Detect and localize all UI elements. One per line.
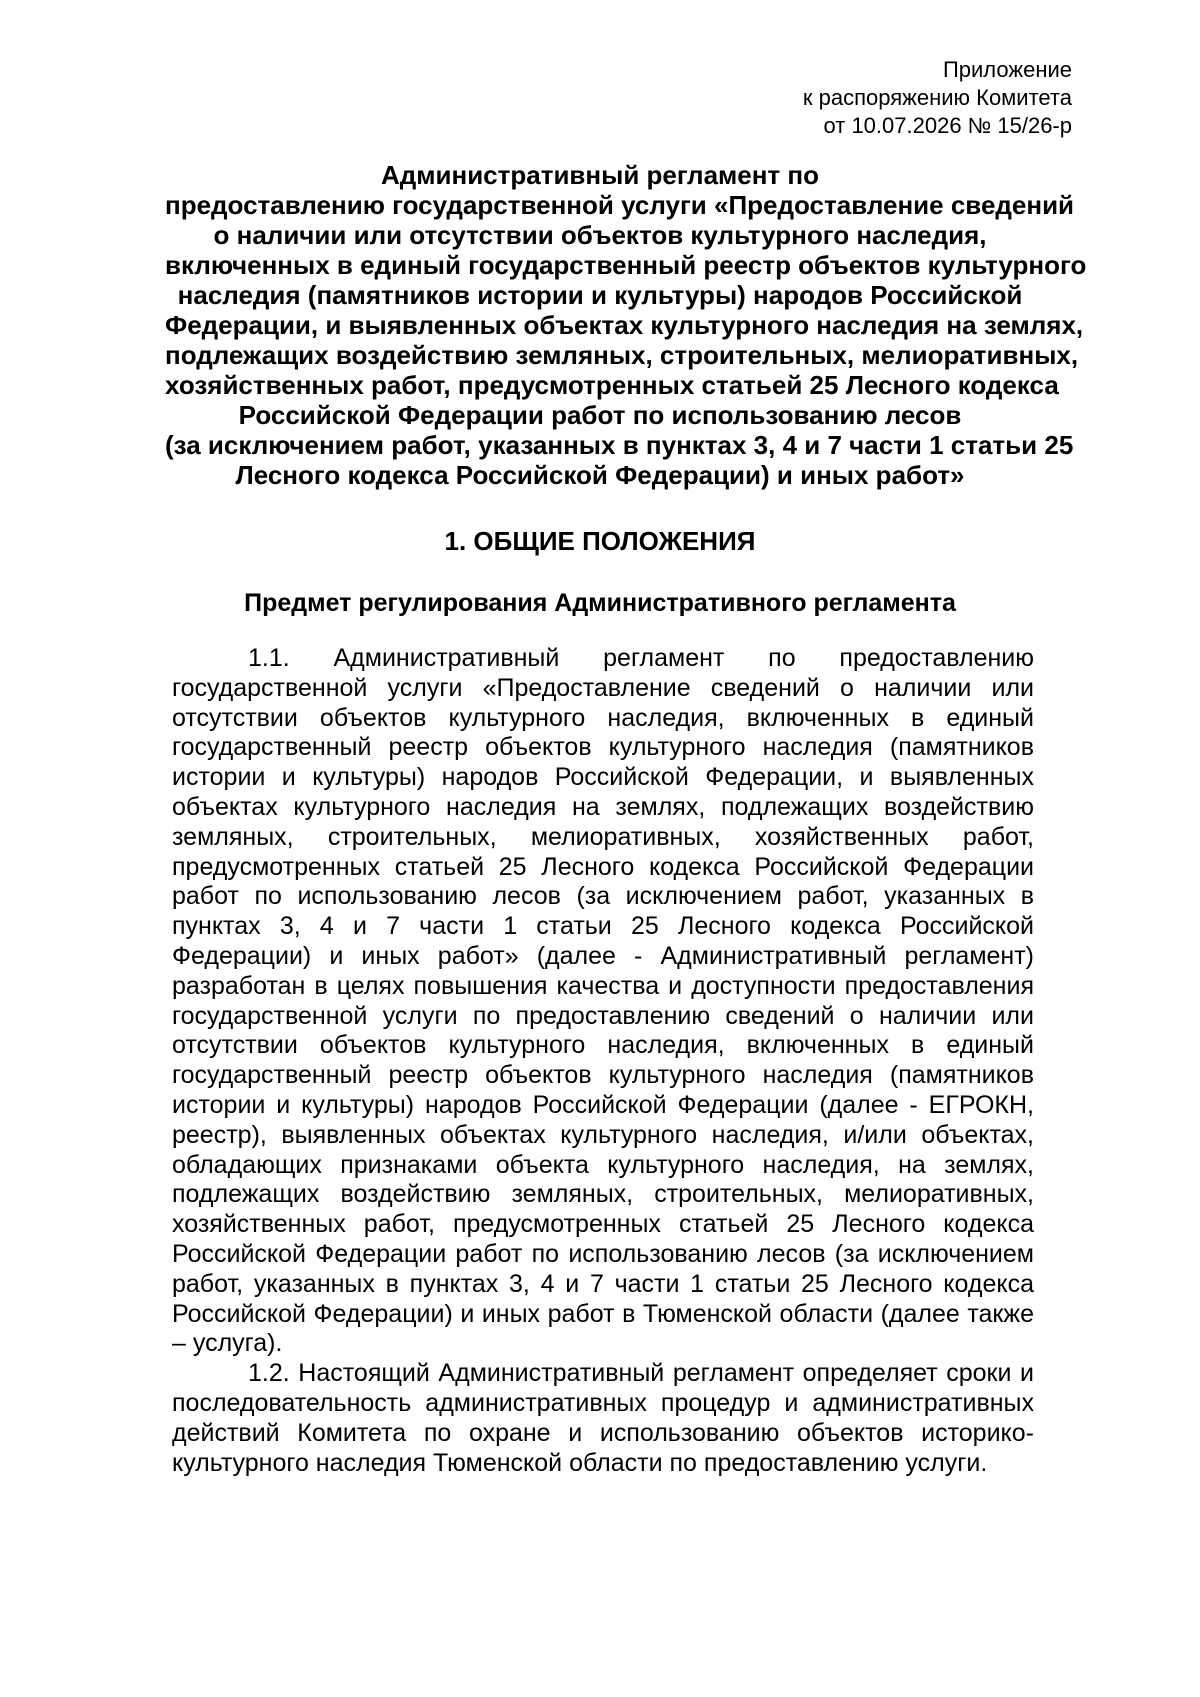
title-line: подлежащих воздействию земляных, строительных, мелиоративных, [165, 340, 1079, 370]
title-line: Федерации, и выявленных объектах культурного наследия на землях, [165, 310, 1084, 340]
paragraph-1-1: 1.1. Административный регламент по предоставлению государственной услуги «Предоставление сведений о наличии или отсутствии объектов культурного наследия, включенных в единый государственный реестр объектов культурного наследия (памятников истории и культуры) народов Российской Федерации, и выявленных объектах культурного наследия на землях, подлежащих воздействию земляных, строительных, мелиоративных, хозяйственных работ, предусмотренных статьей 25 Лесного кодекса Российской Федерации работ по использованию лесов (за исключением работ, указанных в пунктах 3, 4 и 7 части 1 статьи 25 Лесного кодекса Российской Федерации) и иных работ» (далее - Административный регламент) разработан в целях повышения качества и доступности предоставления государственной услуги по предоставлению сведений о наличии или отсутствии объектов культурного наследия, включенных в единый государственный реестр объектов культурного наследия (памятников истории и культуры) народов Российской Федерации (далее - ЕГРОКН, реестр), выявленных объектах культурного наследия, и/или объектах, обладающих признаками объекта культурного наследия, на землях, подлежащих воздействию земляных, строительных, мелиоративных, хозяйственных работ, предусмотренных статьей 25 Лесного кодекса Российской Федерации работ по использованию лесов (за исключением работ, указанных в пунктах 3, 4 и 7 части 1 статьи 25 Лесного кодекса Российской Федерации) и иных работ в Тюменской области (далее также – услуга). [172, 644, 1034, 1358]
title-line: предоставлению государственной услуги «Предоставление сведений [165, 190, 1075, 220]
document-body [172, 644, 1034, 1478]
section-heading: 1. ОБЩИЕ ПОЛОЖЕНИЯ [444, 526, 756, 556]
paragraph-1-2: 1.2. Настоящий Административный регламент определяет сроки и последовательность административных процедур и административных действий Комитета по охране и использованию объектов историко-культурного наследия Тюменской области по предоставлению услуги. [172, 1359, 1034, 1477]
title-line: (за исключением работ, указанных в пунктах 3, 4 и 7 части 1 статьи 25 [165, 430, 1074, 460]
title-line: включенных в единый государственный реестр объектов культурного [165, 250, 1087, 280]
annex-line-1: Приложение [942, 57, 1072, 82]
title-line: Лесного кодекса Российской Федерации) и иных работ» [235, 460, 965, 490]
title-line: наследия (памятников истории и культуры) народов Российской [177, 280, 1023, 310]
title-line: хозяйственных работ, предусмотренных статьей 25 Лесного кодекса [165, 370, 1059, 400]
annex-block [652, 56, 1072, 140]
title-line: Административный регламент по [381, 160, 819, 190]
title-line: о наличии или отсутствии объектов культурного наследия, [213, 220, 987, 250]
title-line: Российской Федерации работ по использованию лесов [238, 400, 962, 430]
document-title [165, 160, 1087, 490]
annex-line-3: от 10.07.2026 № 15/26-р [823, 113, 1072, 138]
annex-line-2: к распоряжению Комитета [802, 85, 1072, 110]
subsection-heading: Предмет регулирования Административного регламента [244, 589, 956, 617]
